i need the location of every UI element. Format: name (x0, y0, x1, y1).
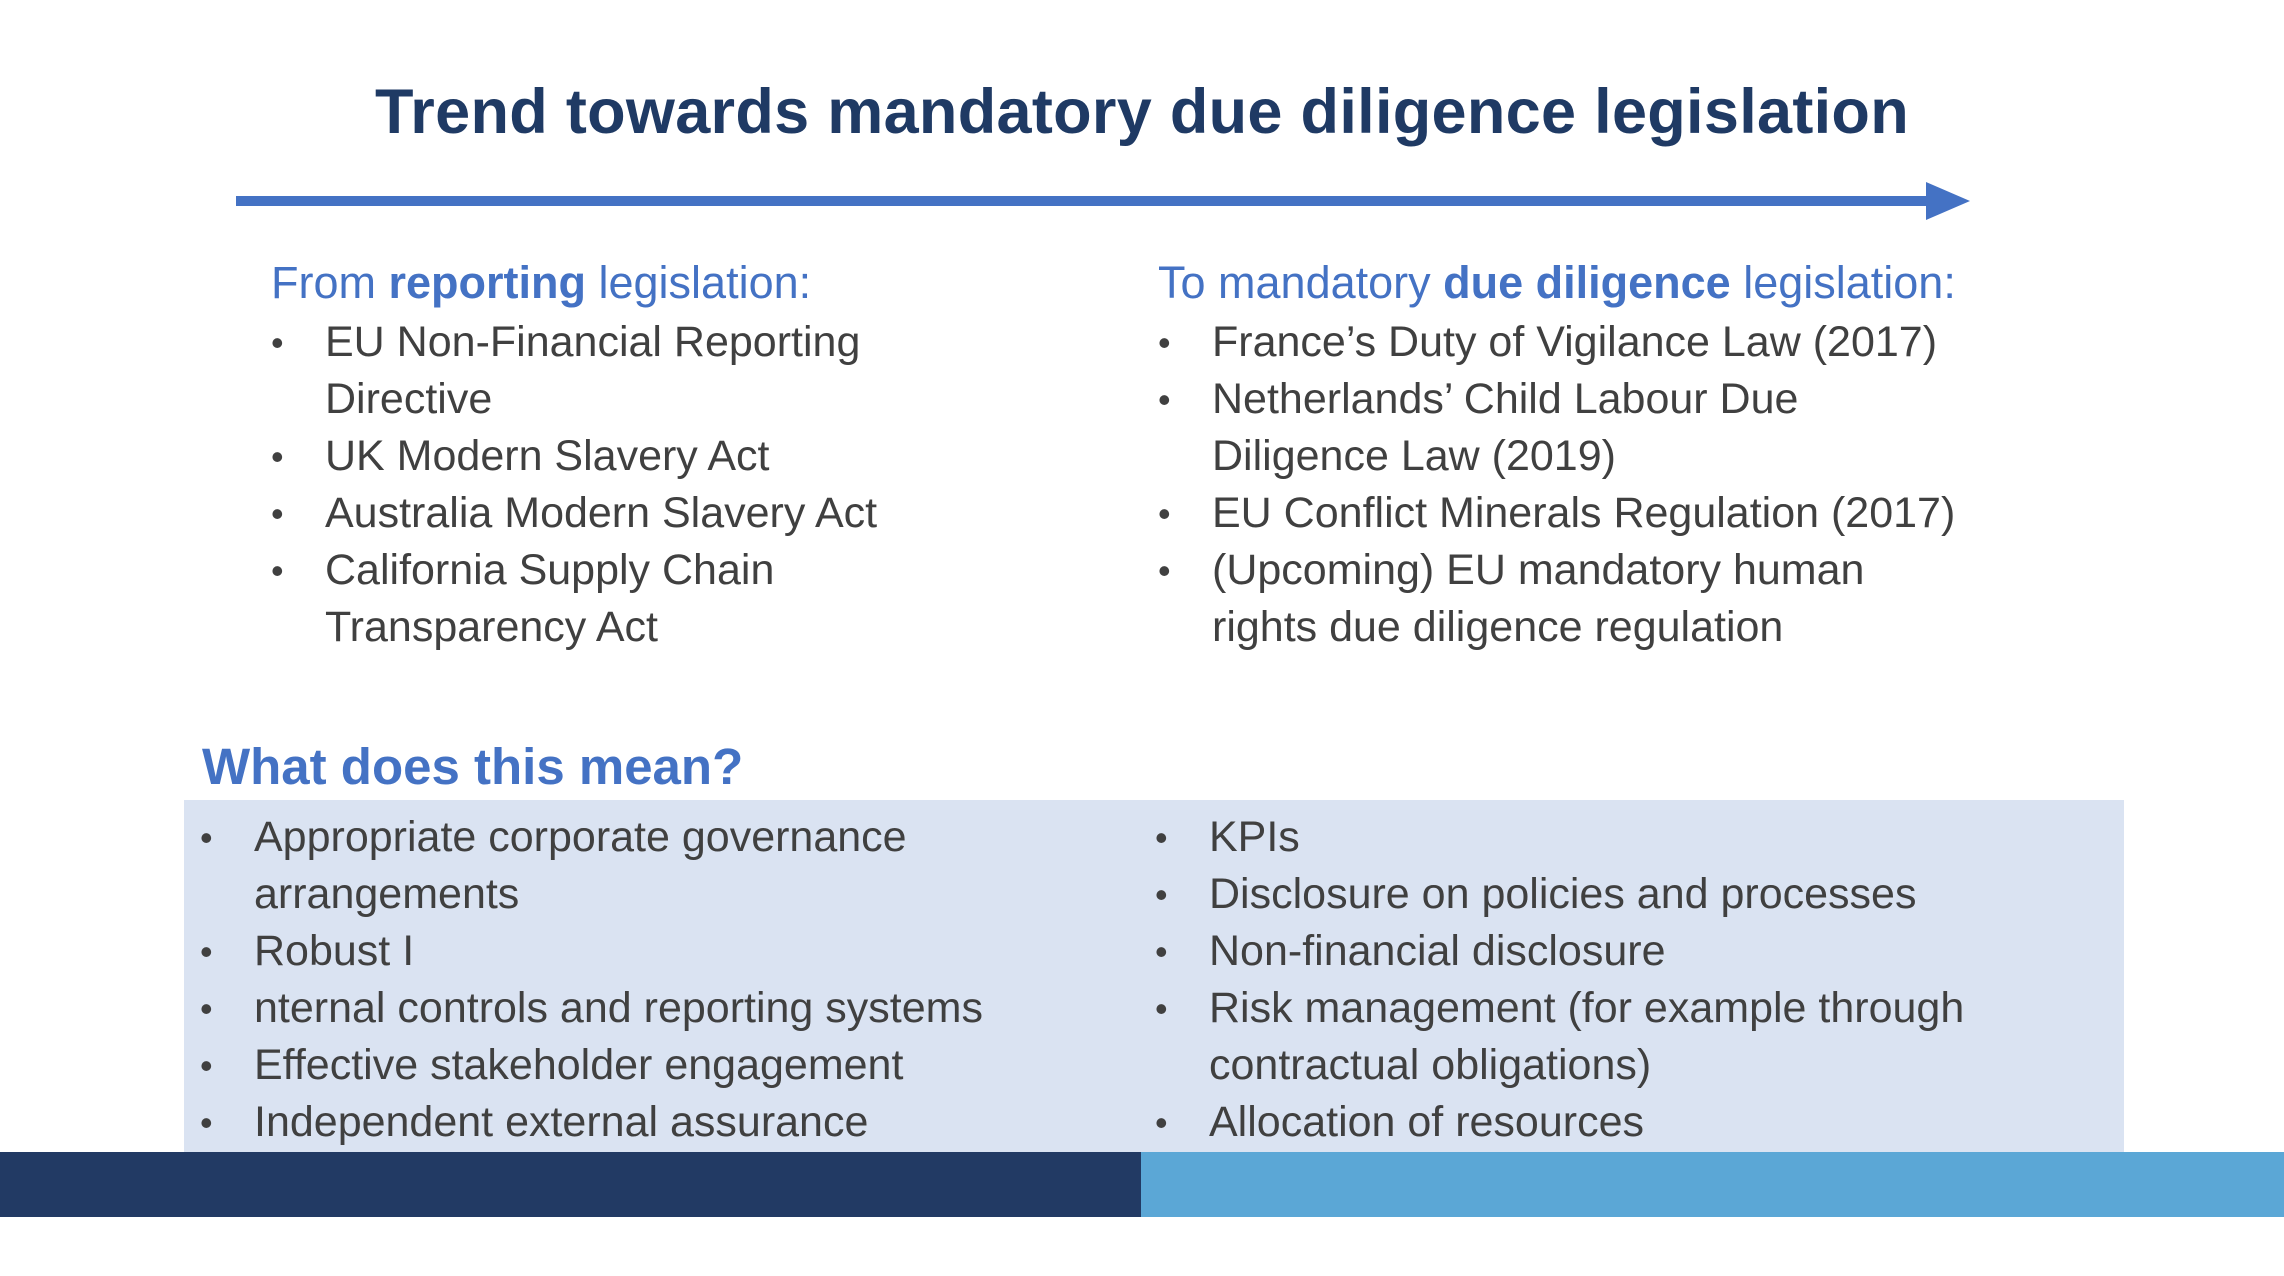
bullet-icon: • (1158, 322, 1171, 363)
due-diligence-heading-bold: due diligence (1443, 257, 1731, 308)
list-item-text: EU Non-Financial Reporting (325, 318, 861, 366)
list-item (1158, 485, 2058, 542)
list-item (1155, 980, 2115, 1094)
list-item (200, 923, 1100, 980)
list-item-text: UK Modern Slavery Act (325, 432, 770, 480)
timeline-arrow-icon (236, 180, 1970, 224)
bullet-icon: • (271, 322, 284, 363)
list-item (271, 542, 971, 656)
due-diligence-list (1158, 314, 2058, 656)
list-item-text: Risk management (for example through (1209, 984, 1965, 1032)
list-item-text: nternal controls and reporting systems (254, 984, 983, 1032)
list-item-text-continued: Diligence Law (2019) (1212, 432, 1616, 480)
list-item (200, 809, 1100, 923)
list-item-text: Non-financial disclosure (1209, 927, 1666, 975)
due-diligence-heading (1158, 257, 1956, 309)
reporting-heading-prefix: From (271, 257, 389, 308)
list-item (200, 980, 1100, 1037)
list-item-text: Disclosure on policies and processes (1209, 870, 1917, 918)
list-item (1155, 923, 2115, 980)
list-item-text: Independent external assurance (254, 1098, 869, 1146)
list-item (1158, 542, 2058, 656)
list-item (1158, 314, 2058, 371)
reporting-list (271, 314, 971, 656)
list-item-text: Robust I (254, 927, 415, 975)
bullet-icon: • (1155, 817, 1168, 858)
list-item-text-continued: arrangements (254, 870, 520, 918)
bullet-icon: • (1158, 550, 1171, 591)
meaning-right-list (1155, 809, 2115, 1151)
list-item-text-continued: contractual obligations) (1209, 1041, 1652, 1089)
bullet-icon: • (200, 931, 213, 972)
bullet-icon: • (200, 817, 213, 858)
bullet-icon: • (1155, 931, 1168, 972)
footer-bar-dark (0, 1152, 1141, 1217)
list-item-text: Appropriate corporate governance (254, 813, 907, 861)
bullet-icon: • (271, 493, 284, 534)
list-item-text: Effective stakeholder engagement (254, 1041, 904, 1089)
list-item (200, 1094, 1100, 1151)
list-item-text: Netherlands’ Child Labour Due (1212, 375, 1799, 423)
list-item (1155, 866, 2115, 923)
list-item (1155, 1094, 2115, 1151)
list-item (271, 314, 971, 428)
list-item (271, 428, 971, 485)
bullet-icon: • (271, 550, 284, 591)
bullet-icon: • (200, 1102, 213, 1143)
list-item-text: (Upcoming) EU mandatory human (1212, 546, 1865, 594)
bullet-icon: • (271, 436, 284, 477)
reporting-heading (271, 257, 811, 309)
bullet-icon: • (1155, 874, 1168, 915)
list-item-text: California Supply Chain (325, 546, 775, 594)
bullet-icon: • (1158, 379, 1171, 420)
list-item (200, 1037, 1100, 1094)
list-item-text: France’s Duty of Vigilance Law (2017) (1212, 318, 1938, 366)
reporting-heading-bold: reporting (388, 257, 586, 308)
bullet-icon: • (1155, 988, 1168, 1029)
bullet-icon: • (200, 988, 213, 1029)
list-item-text-continued: Directive (325, 375, 493, 423)
slide-title: Trend towards mandatory due diligence legislation (375, 77, 1909, 147)
due-diligence-heading-suffix: legislation: (1730, 257, 1956, 308)
list-item-text: EU Conflict Minerals Regulation (2017) (1212, 489, 1956, 537)
reporting-heading-suffix: legislation: (586, 257, 812, 308)
list-item-text-continued: rights due diligence regulation (1212, 603, 1784, 651)
list-item (271, 485, 971, 542)
list-item-text: KPIs (1209, 813, 1300, 861)
list-item-text-continued: Transparency Act (325, 603, 658, 651)
list-item (1155, 809, 2115, 866)
meaning-left-list (200, 809, 1100, 1151)
list-item-text: Australia Modern Slavery Act (325, 489, 878, 537)
meaning-heading: What does this mean? (202, 738, 744, 795)
list-item-text: Allocation of resources (1209, 1098, 1644, 1146)
bullet-icon: • (1155, 1102, 1168, 1143)
bullet-icon: • (200, 1045, 213, 1086)
due-diligence-heading-prefix: To mandatory (1158, 257, 1444, 308)
footer-bar-light (1141, 1152, 2284, 1217)
bullet-icon: • (1158, 493, 1171, 534)
list-item (1158, 371, 2058, 485)
